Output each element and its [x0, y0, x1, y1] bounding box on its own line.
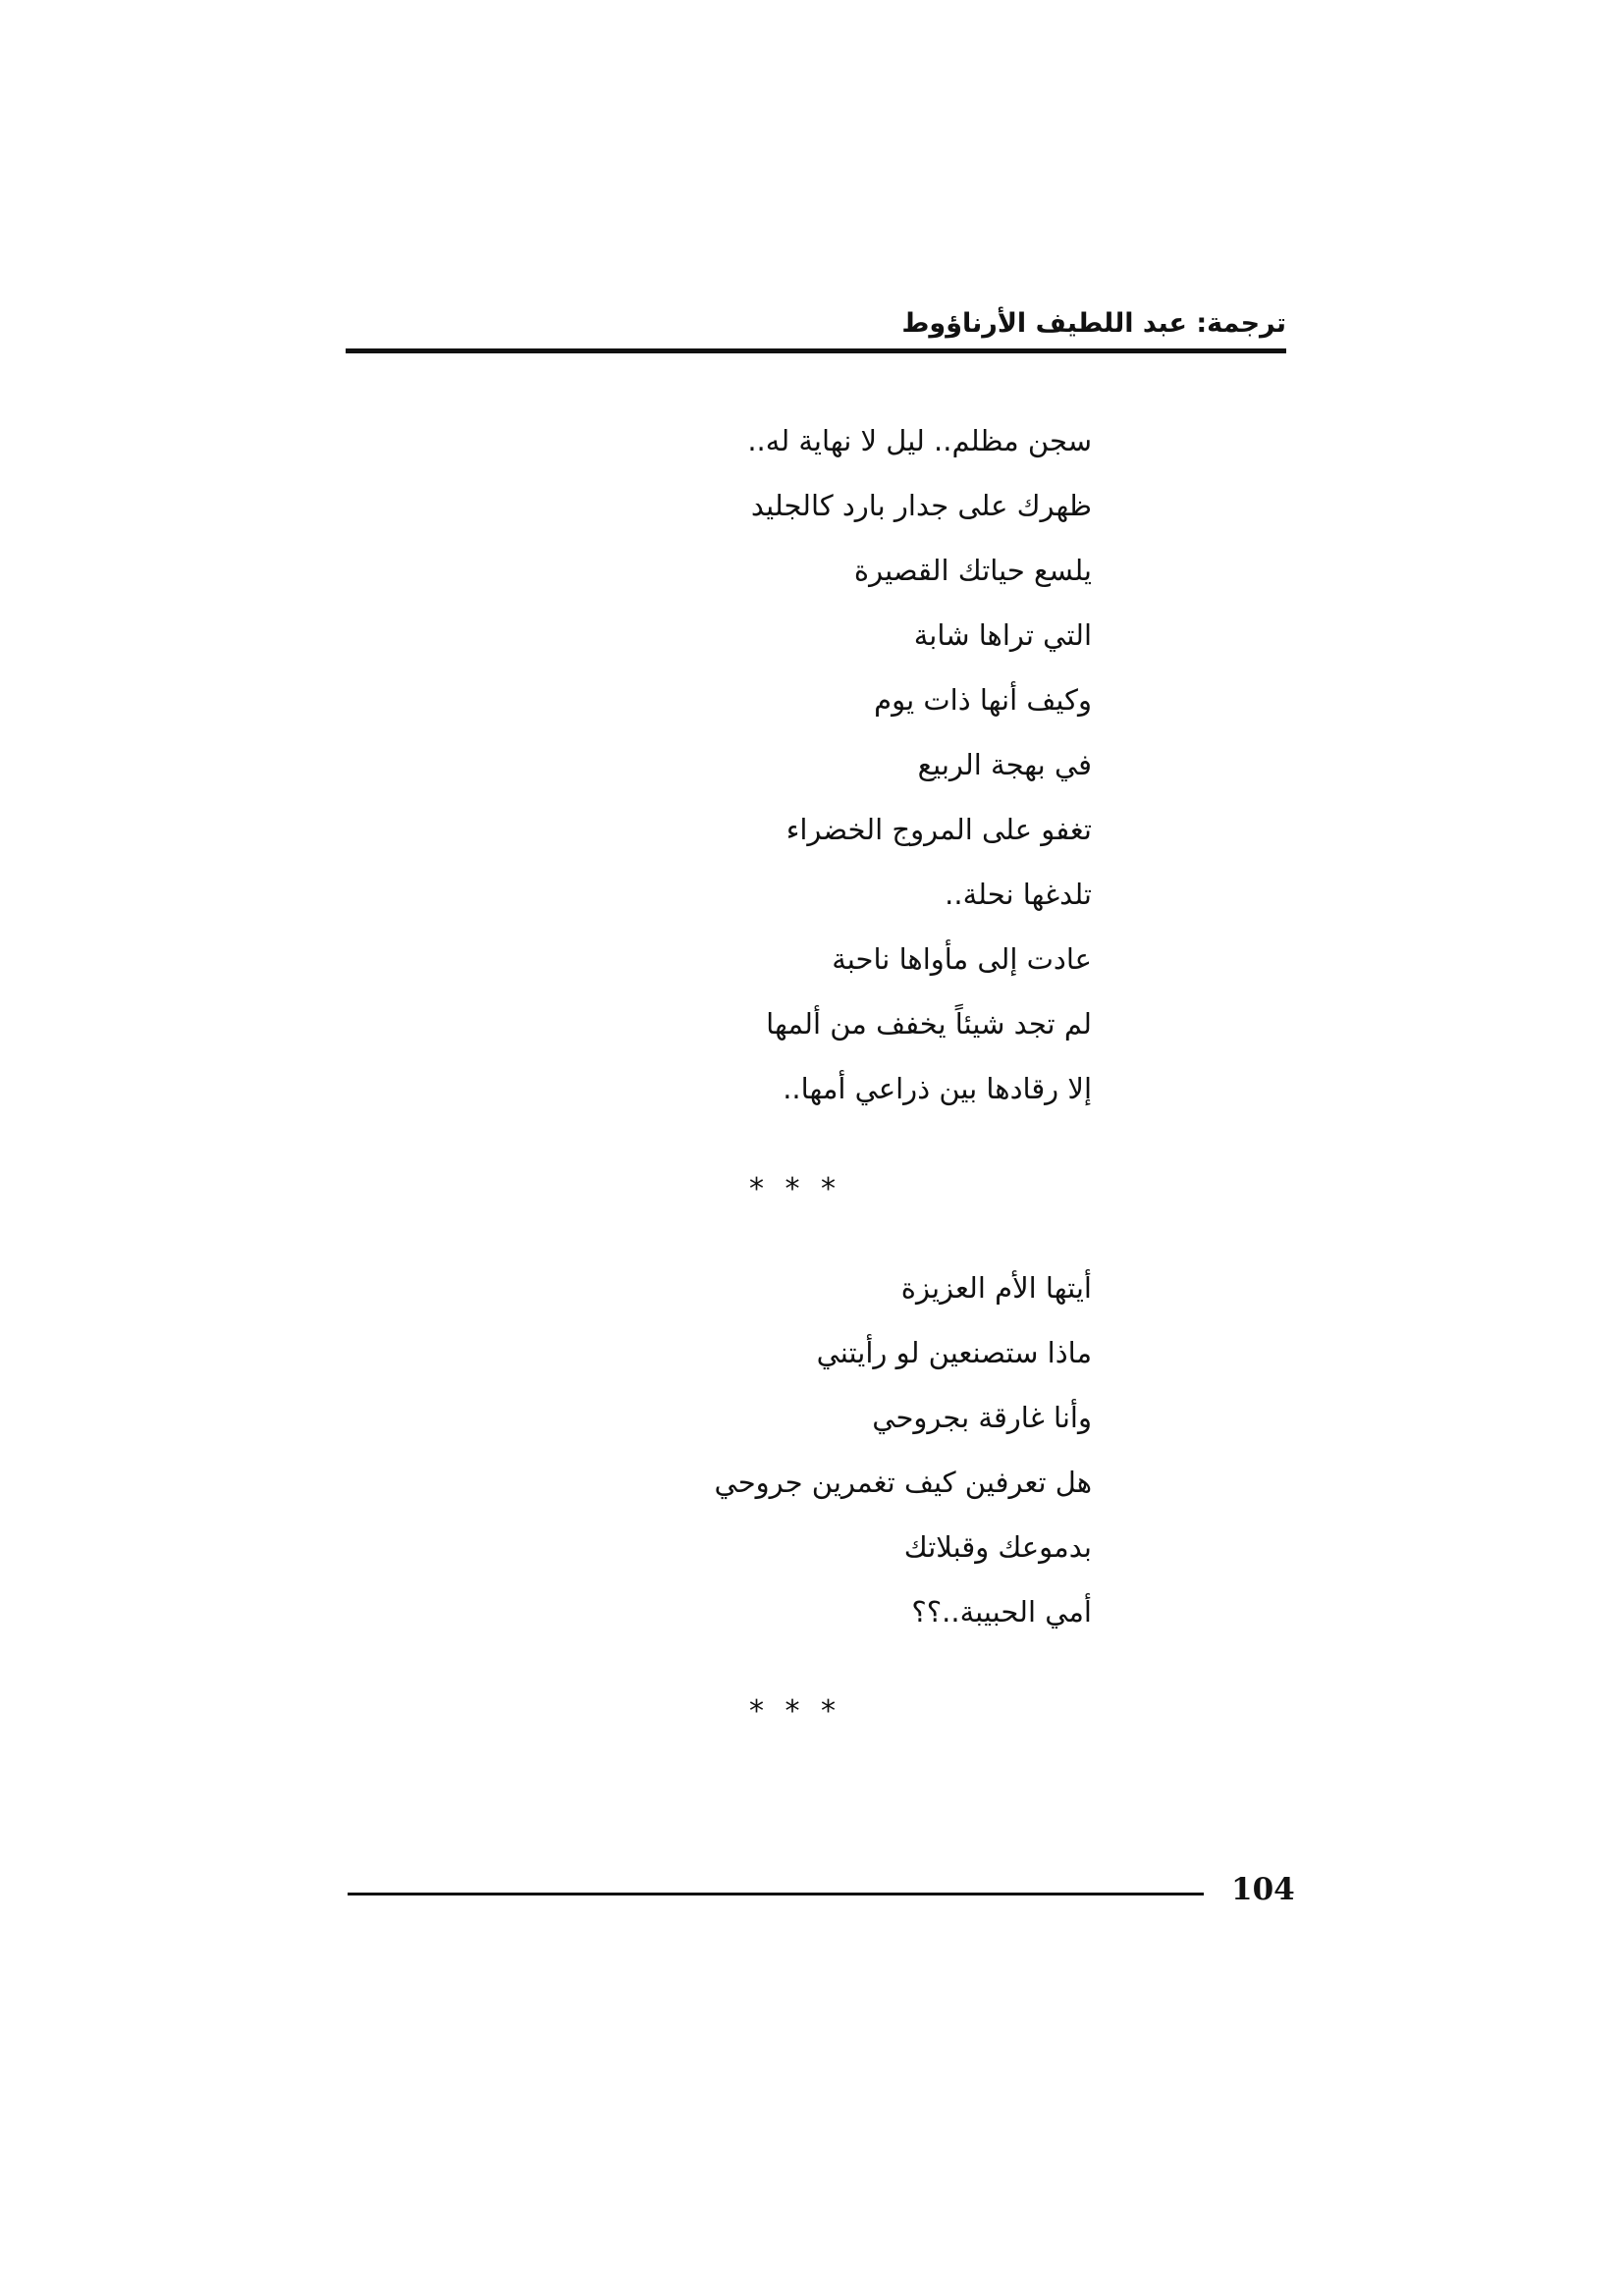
poem-stanza-1 — [747, 408, 1092, 1121]
poem-line: أمي الحبيبة..؟؟ — [911, 1595, 1092, 1629]
poem-line: تغفو على المروج الخضراء — [785, 813, 1092, 846]
poem-line: ظهرك على جدار بارد كالجليد — [750, 489, 1092, 522]
stanza-separator: * * * — [748, 1172, 842, 1206]
header-rule — [346, 348, 1286, 353]
poem-line: يلسع حياتك القصيرة — [853, 554, 1092, 587]
poem-line: أيتها الأم العزيزة — [900, 1271, 1092, 1305]
poem-line: تلدغها نحلة.. — [945, 878, 1092, 911]
poem-line: وكيف أنها ذات يوم — [874, 683, 1092, 717]
running-header-title: ترجمة: عبد اللطيف الأرناؤوط — [901, 308, 1286, 339]
poem-line: إلا رقادها بين ذراعي أمها.. — [783, 1072, 1092, 1105]
page-number: 104 — [1231, 1872, 1295, 1907]
poem-stanza-2 — [715, 1255, 1092, 1644]
footer-rule — [348, 1893, 1204, 1896]
poem-line: ماذا ستصنعين لو رأيتني — [816, 1336, 1092, 1369]
poem-line: في بهجة الربيع — [917, 748, 1092, 781]
poem-line: لم تجد شيئاً يخفف من ألمها — [766, 1007, 1092, 1041]
poem-line: عادت إلى مأواها ناحبة — [832, 942, 1092, 976]
poem-line: وأنا غارقة بجروحي — [872, 1401, 1092, 1434]
poem-line: بدموعك وقبلاتك — [903, 1530, 1092, 1564]
poem-line: هل تعرفين كيف تغمرين جروحي — [714, 1466, 1092, 1499]
stanza-separator: * * * — [748, 1694, 842, 1729]
poem-line: التي تراها شابة — [913, 618, 1092, 652]
poem-line: سجن مظلم.. ليل لا نهاية له.. — [747, 424, 1092, 457]
